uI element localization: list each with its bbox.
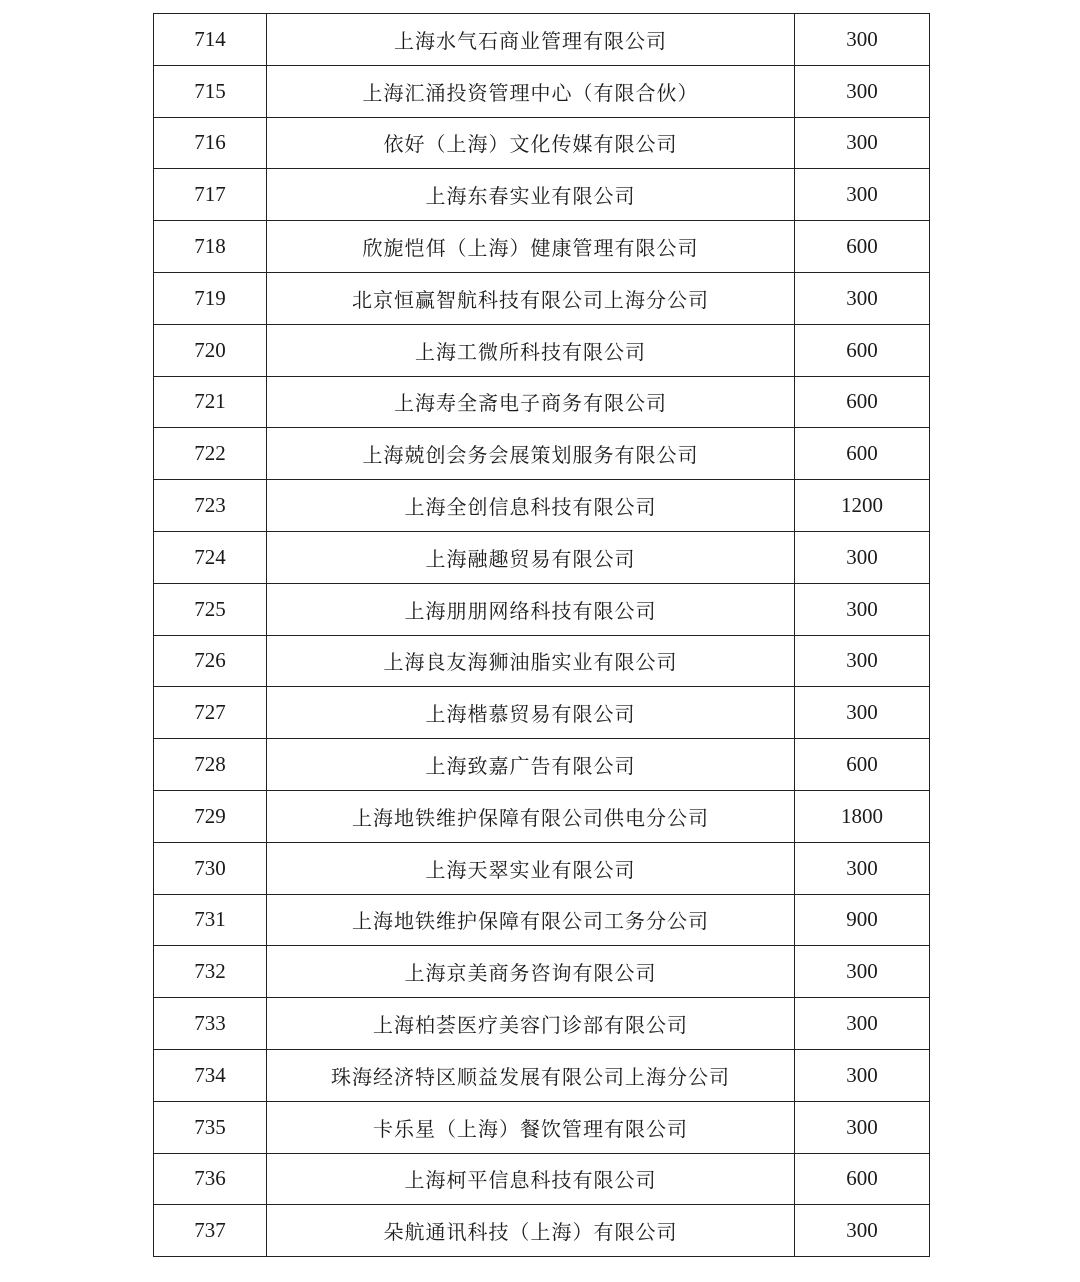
table-row [154, 894, 930, 946]
amount-cell: 300 [795, 1205, 930, 1257]
table-row [154, 635, 930, 687]
amount-cell: 300 [795, 635, 930, 687]
table-row [154, 1049, 930, 1101]
table-row [154, 65, 930, 117]
table-row [154, 583, 930, 635]
company-name-cell: 上海汇涌投资管理中心（有限合伙） [267, 65, 795, 117]
company-name-cell: 珠海经济特区顺益发展有限公司上海分公司 [267, 1049, 795, 1101]
row-number-cell: 730 [154, 842, 267, 894]
company-name-cell: 上海朋朋网络科技有限公司 [267, 583, 795, 635]
amount-cell: 300 [795, 1101, 930, 1153]
row-number-cell: 719 [154, 272, 267, 324]
company-name-cell: 上海致嘉广告有限公司 [267, 739, 795, 791]
row-number-cell: 726 [154, 635, 267, 687]
table-row [154, 1153, 930, 1205]
company-name-cell: 上海融趣贸易有限公司 [267, 531, 795, 583]
row-number-cell: 732 [154, 946, 267, 998]
row-number-cell: 735 [154, 1101, 267, 1153]
amount-cell: 600 [795, 324, 930, 376]
company-name-cell: 上海柯平信息科技有限公司 [267, 1153, 795, 1205]
company-name-cell: 朵航通讯科技（上海）有限公司 [267, 1205, 795, 1257]
company-name-cell: 上海水气石商业管理有限公司 [267, 14, 795, 66]
amount-cell: 600 [795, 1153, 930, 1205]
row-number-cell: 716 [154, 117, 267, 169]
table-row [154, 998, 930, 1050]
amount-cell: 300 [795, 169, 930, 221]
company-name-cell: 北京恒赢智航科技有限公司上海分公司 [267, 272, 795, 324]
amount-cell: 600 [795, 221, 930, 273]
amount-cell: 600 [795, 428, 930, 480]
amount-cell: 300 [795, 998, 930, 1050]
company-name-cell: 欣旎恺佴（上海）健康管理有限公司 [267, 221, 795, 273]
company-name-cell: 上海天翠实业有限公司 [267, 842, 795, 894]
row-number-cell: 736 [154, 1153, 267, 1205]
table-body [154, 14, 930, 1257]
company-name-cell: 上海楷慕贸易有限公司 [267, 687, 795, 739]
table-row [154, 14, 930, 66]
amount-cell: 600 [795, 376, 930, 428]
row-number-cell: 733 [154, 998, 267, 1050]
table-row [154, 1205, 930, 1257]
row-number-cell: 724 [154, 531, 267, 583]
table-row [154, 531, 930, 583]
row-number-cell: 728 [154, 739, 267, 791]
company-list-table [153, 13, 930, 1257]
table-row [154, 946, 930, 998]
table-row [154, 376, 930, 428]
table-row [154, 117, 930, 169]
company-name-cell: 卡乐星（上海）餐饮管理有限公司 [267, 1101, 795, 1153]
company-list-table-wrapper [153, 13, 928, 1257]
amount-cell: 300 [795, 531, 930, 583]
table-row [154, 169, 930, 221]
amount-cell: 300 [795, 65, 930, 117]
company-name-cell: 上海工微所科技有限公司 [267, 324, 795, 376]
company-name-cell: 上海柏荟医疗美容门诊部有限公司 [267, 998, 795, 1050]
table-row [154, 842, 930, 894]
amount-cell: 900 [795, 894, 930, 946]
amount-cell: 1200 [795, 480, 930, 532]
company-name-cell: 上海全创信息科技有限公司 [267, 480, 795, 532]
row-number-cell: 734 [154, 1049, 267, 1101]
company-name-cell: 上海寿全斋电子商务有限公司 [267, 376, 795, 428]
company-name-cell: 上海京美商务咨询有限公司 [267, 946, 795, 998]
row-number-cell: 721 [154, 376, 267, 428]
amount-cell: 300 [795, 1049, 930, 1101]
amount-cell: 600 [795, 739, 930, 791]
row-number-cell: 731 [154, 894, 267, 946]
amount-cell: 1800 [795, 790, 930, 842]
company-name-cell: 上海东春实业有限公司 [267, 169, 795, 221]
table-row [154, 739, 930, 791]
row-number-cell: 714 [154, 14, 267, 66]
row-number-cell: 720 [154, 324, 267, 376]
table-row [154, 790, 930, 842]
company-name-cell: 上海地铁维护保障有限公司工务分公司 [267, 894, 795, 946]
row-number-cell: 727 [154, 687, 267, 739]
row-number-cell: 715 [154, 65, 267, 117]
row-number-cell: 718 [154, 221, 267, 273]
amount-cell: 300 [795, 687, 930, 739]
row-number-cell: 717 [154, 169, 267, 221]
company-name-cell: 上海良友海狮油脂实业有限公司 [267, 635, 795, 687]
amount-cell: 300 [795, 946, 930, 998]
table-row [154, 221, 930, 273]
table-row [154, 1101, 930, 1153]
table-row [154, 272, 930, 324]
company-name-cell: 上海兢创会务会展策划服务有限公司 [267, 428, 795, 480]
amount-cell: 300 [795, 583, 930, 635]
company-name-cell: 上海地铁维护保障有限公司供电分公司 [267, 790, 795, 842]
amount-cell: 300 [795, 117, 930, 169]
table-row [154, 428, 930, 480]
row-number-cell: 725 [154, 583, 267, 635]
row-number-cell: 737 [154, 1205, 267, 1257]
table-row [154, 324, 930, 376]
table-row [154, 687, 930, 739]
row-number-cell: 723 [154, 480, 267, 532]
row-number-cell: 722 [154, 428, 267, 480]
company-name-cell: 依好（上海）文化传媒有限公司 [267, 117, 795, 169]
row-number-cell: 729 [154, 790, 267, 842]
amount-cell: 300 [795, 14, 930, 66]
amount-cell: 300 [795, 842, 930, 894]
amount-cell: 300 [795, 272, 930, 324]
table-row [154, 480, 930, 532]
